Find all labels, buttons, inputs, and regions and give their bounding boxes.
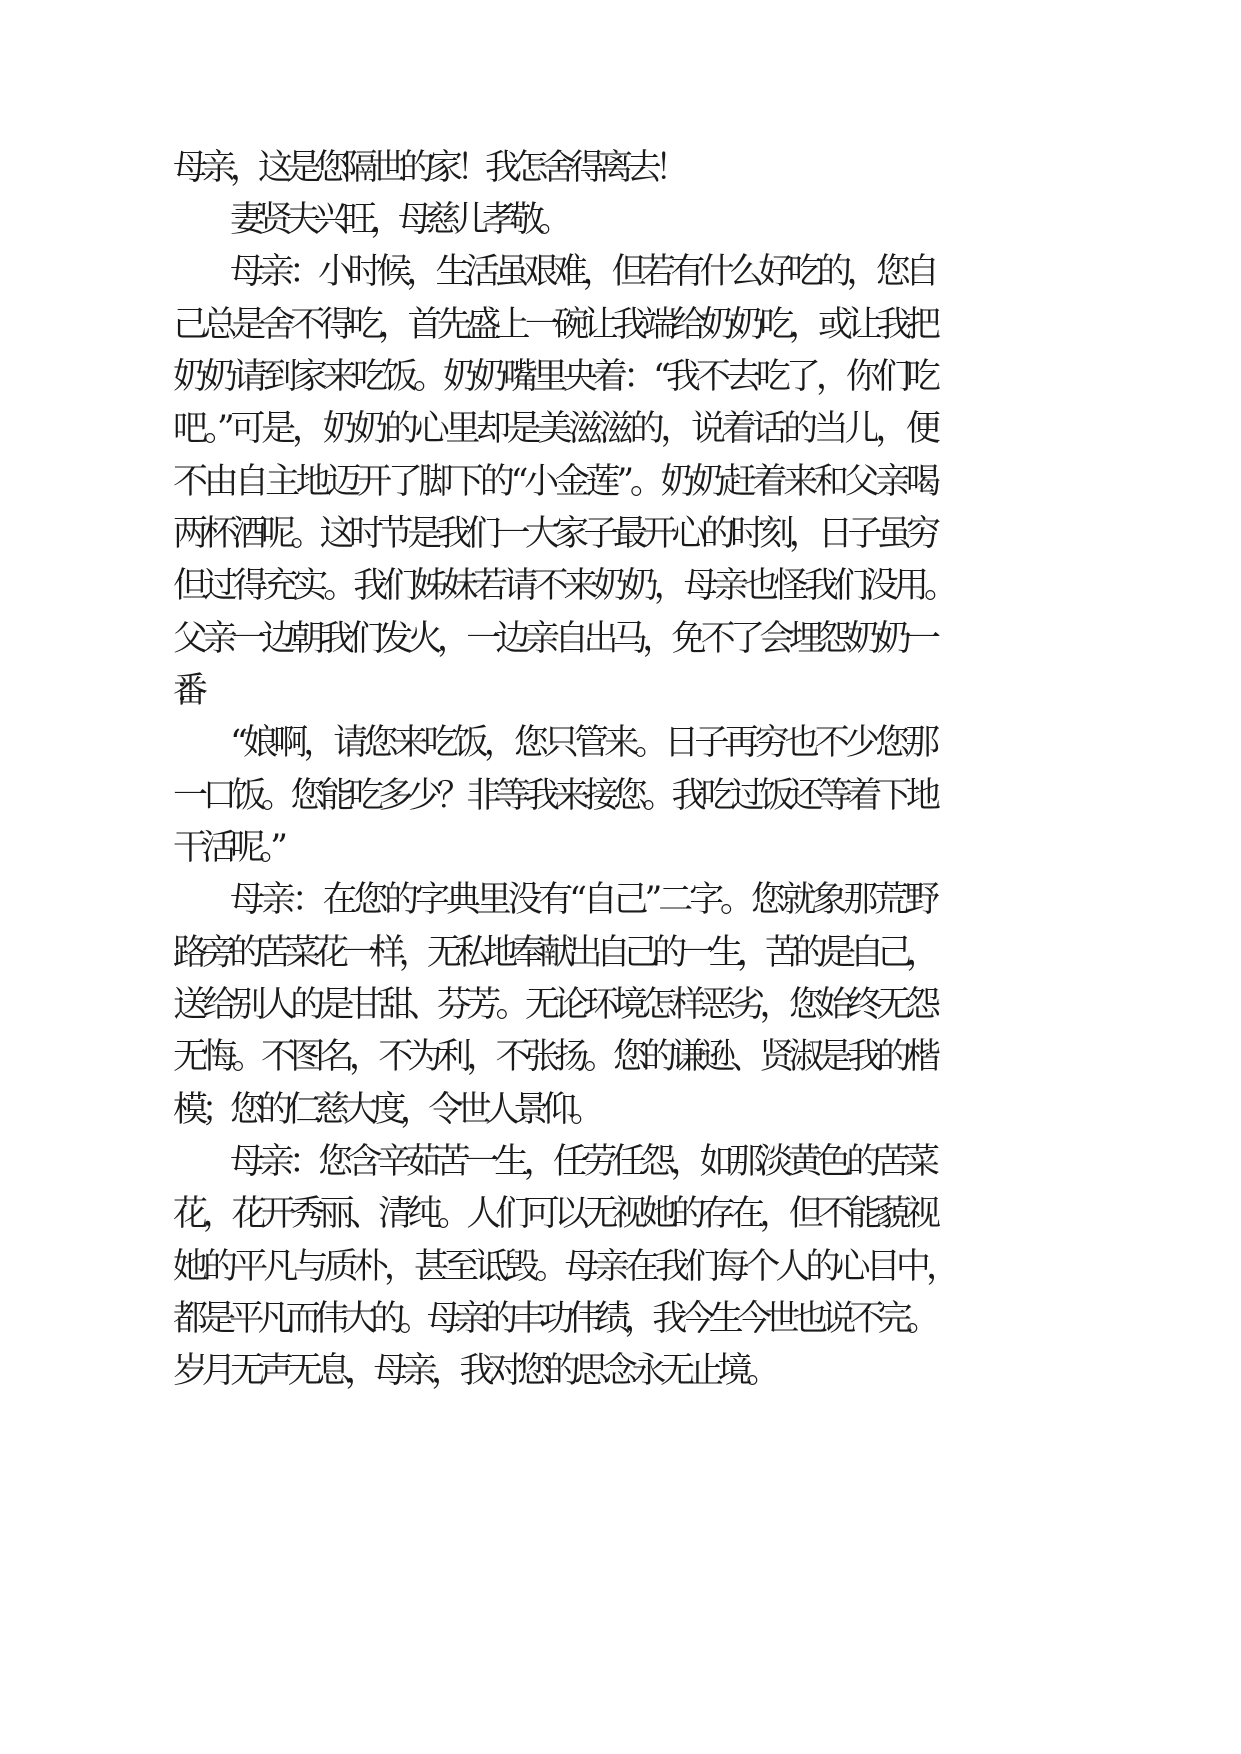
text-line: 一口饭。您能吃多少？非等我来接您。我吃过饭还等着下地	[173, 776, 936, 816]
text-line: 母亲，这是您隔世的家！我怎舍得离去！	[173, 148, 684, 188]
text-line: 不由自主地迈开了脚下的“小金莲”。奶奶赶着来和父亲喝	[173, 462, 937, 502]
text-line: 奶奶请到家来吃饭。奶奶嘴里央着：“我不去吃了，你们吃	[173, 357, 936, 397]
text-line: 吧。”可是，奶奶的心里却是美滋滋的，说着话的当儿，便	[173, 409, 937, 449]
text-line: 父亲一边朝我们发火，一边亲自出马，免不了会埋怨奶奶一	[173, 619, 936, 659]
text-line: 己总是舍不得吃，首先盛上一碗让我端给奶奶吃，或让我把	[173, 305, 936, 345]
text-line: 路旁的苦菜花一样，无私地奉献出自己的一生，苦的是自己，	[173, 933, 935, 973]
text-line: 花，花开秀丽、清纯。人们可以无视她的存在，但不能藐视	[173, 1194, 936, 1234]
text-line: 模；您的仁慈大度，令世人景仰。	[173, 1090, 599, 1130]
text-line: 番：	[173, 671, 175, 711]
text-line: 妻贤夫兴旺，母慈儿孝敬。	[230, 200, 567, 240]
text-line: 送给别人的是甘甜、芬芳。无论环境怎样恶劣，您始终无怨	[173, 985, 936, 1025]
text-line: 都是平凡而伟大的。母亲的丰功伟绩，我今生今世也说不完。	[173, 1299, 935, 1339]
text-line: 她的平凡与质朴，甚至诋毁。母亲在我们每个人的心目中，	[173, 1247, 957, 1287]
text-line: 岁月无声无息，母亲，我对您的思念永无止境。	[173, 1351, 775, 1391]
text-line: 但过得充实。我们姊妹若请不来奶奶，母亲也怪我们没用。	[173, 566, 955, 606]
text-line: 母亲：您含辛茹苦一生，任劳任怨，如那淡黄色的苦菜	[230, 1142, 935, 1182]
text-line: 母亲：在您的字典里没有“自己”二字。您就象那荒野	[230, 880, 936, 920]
text-line: 干活呢。”	[173, 828, 282, 868]
text-line: 无悔。不图名，不为利，不张扬。您的谦逊、贤淑是我的楷	[173, 1037, 936, 1077]
text-line: 母亲：小时候，生活虽艰难，但若有什么好吃的，您自	[230, 252, 935, 292]
text-line: “娘啊，请您来吃饭，您只管来。日子再穷也不少您那	[230, 723, 936, 763]
text-line: 两杯酒呢。这时节是我们一大家子最开心的时刻，日子虽穷	[173, 514, 936, 554]
